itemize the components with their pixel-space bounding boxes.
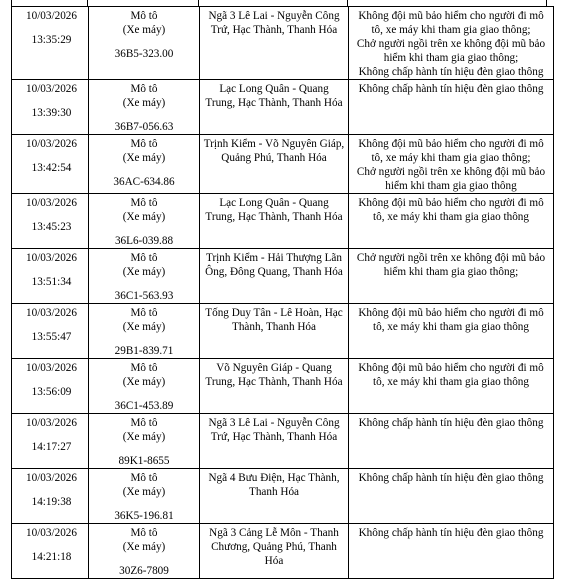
location-line: Ngã 4 Bưu Điện, Hạc Thành, (208, 472, 340, 484)
location-cell (200, 135, 349, 194)
location-cell (200, 304, 349, 359)
vehicle-type: Mô tô (130, 362, 158, 374)
location-line: Ngã 3 Lê Lai - Nguyễn Công (208, 10, 340, 22)
vehicle-type: Mô tô (130, 527, 158, 539)
violation-time: 14:21:18 (31, 551, 72, 563)
location-line: Trứ, Hạc Thành, Thanh Hóa (210, 431, 338, 443)
vehicle-cell (89, 524, 200, 579)
location-line: Chương, Quảng Phú, Thanh (211, 541, 337, 553)
location-cell (200, 80, 349, 135)
license-plate: 36L6-039.88 (114, 235, 174, 247)
vehicle-cell (89, 469, 200, 524)
violation-line: hiểm khi tham gia giao thông; (383, 266, 519, 278)
location-line: Trung, Hạc Thành, Thanh Hóa (205, 376, 343, 388)
vehicle-cell (89, 414, 200, 469)
location-cell (200, 414, 349, 469)
table-row (12, 80, 554, 135)
table-row (12, 135, 554, 194)
violation-line: tô, xe máy khi tham gia giao thông; (371, 152, 531, 164)
location-line: Tống Duy Tân - Lê Hoàn, Hạc (205, 307, 343, 319)
vehicle-type: Mô tô (130, 307, 158, 319)
location-line: Lạc Long Quân - Quang (219, 83, 329, 95)
violation-line: Không chấp hành tín hiệu đèn giao thông (358, 66, 544, 78)
violation-line: Không đội mũ bảo hiểm cho người đi mô (358, 307, 544, 319)
violation-line: hiểm khi tham gia giao thông; (383, 52, 519, 64)
violation-line: tô, xe máy khi tham gia giao thông (373, 211, 529, 223)
license-plate: 29B1-839.71 (114, 345, 174, 357)
vehicle-subtype: (Xe máy) (122, 266, 166, 278)
violation-line: Không chấp hành tín hiệu đèn giao thông (358, 417, 544, 429)
violation-date: 10/03/2026 (26, 362, 77, 374)
violation-line: Không đội mũ bảo hiểm cho người đi mô (358, 138, 544, 150)
violation-line: tô, xe máy khi tham gia giao thông; (371, 24, 531, 36)
vehicle-cell (89, 249, 200, 304)
vehicle-cell (89, 304, 200, 359)
violation-time: 14:17:27 (31, 441, 72, 453)
vehicle-subtype: (Xe máy) (122, 431, 166, 443)
license-plate: 89K1-8655 (118, 455, 170, 467)
location-line: Hóa (264, 555, 284, 567)
violation-date: 10/03/2026 (26, 307, 77, 319)
vehicle-cell (89, 7, 200, 80)
vehicle-cell (89, 194, 200, 249)
vehicle-type: Mô tô (130, 197, 158, 209)
violation-time: 13:35:29 (31, 34, 72, 46)
datetime-cell (12, 194, 89, 249)
violation-time: 13:42:54 (31, 162, 72, 174)
location-line: Trung, Hạc Thành, Thanh Hóa (205, 97, 343, 109)
violation-cell (349, 194, 554, 249)
violation-line: Chở người ngồi trên xe không đội mũ bảo (356, 166, 546, 178)
license-plate: 36K5-196.81 (114, 510, 174, 522)
violations-table (11, 6, 554, 579)
violation-line: tô, xe máy khi tham gia giao thông (373, 321, 529, 333)
violation-date: 10/03/2026 (26, 10, 77, 22)
location-line: Trịnh Kiểm - Hải Thượng Lãn (206, 252, 342, 264)
location-line: Thanh Hóa (248, 486, 300, 498)
violation-time: 13:56:09 (31, 386, 72, 398)
violation-time: 13:45:23 (31, 221, 72, 233)
location-line: Ngã 3 Lê Lai - Nguyễn Công (208, 417, 340, 429)
vehicle-subtype: (Xe máy) (122, 321, 166, 333)
violation-cell (349, 249, 554, 304)
violation-line: Chở người ngồi trên xe không đội mũ bảo (356, 252, 546, 264)
location-cell (200, 359, 349, 414)
violation-line: hiểm khi tham gia giao thông (385, 180, 517, 192)
table-row (12, 249, 554, 304)
location-line: Trứ, Hạc Thành, Thanh Hóa (210, 24, 338, 36)
license-plate: 36C1-453.89 (114, 400, 174, 412)
datetime-cell (12, 80, 89, 135)
license-plate: 30Z6-7809 (119, 565, 169, 577)
datetime-cell (12, 7, 89, 80)
datetime-cell (12, 469, 89, 524)
license-plate: 36B7-056.63 (114, 121, 174, 133)
vehicle-type: Mô tô (130, 417, 158, 429)
location-cell (200, 524, 349, 579)
violation-date: 10/03/2026 (26, 138, 77, 150)
violation-cell (349, 304, 554, 359)
location-cell (200, 194, 349, 249)
vehicle-type: Mô tô (130, 252, 158, 264)
license-plate: 36C1-563.93 (114, 290, 174, 302)
violations-table-body (12, 7, 554, 579)
violation-line: Chở người ngồi trên xe không đội mũ bảo (356, 38, 546, 50)
vehicle-subtype: (Xe máy) (122, 486, 166, 498)
license-plate: 36B5-323.00 (114, 48, 174, 60)
datetime-cell (12, 524, 89, 579)
vehicle-subtype: (Xe máy) (122, 211, 166, 223)
license-plate: 36AC-634.86 (113, 176, 175, 188)
vehicle-cell (89, 135, 200, 194)
vehicle-subtype: (Xe máy) (122, 376, 166, 388)
violation-line: Không chấp hành tín hiệu đèn giao thông (358, 527, 544, 539)
violation-line: Không đội mũ bảo hiểm cho người đi mô (358, 10, 544, 22)
table-row (12, 359, 554, 414)
datetime-cell (12, 304, 89, 359)
violation-date: 10/03/2026 (26, 83, 77, 95)
vehicle-subtype: (Xe máy) (122, 541, 166, 553)
location-line: Ngã 3 Cảng Lễ Môn - Thanh (209, 527, 339, 539)
location-line: Ông, Đông Quang, Thanh Hóa (205, 266, 343, 278)
violation-date: 10/03/2026 (26, 417, 77, 429)
violation-cell (349, 359, 554, 414)
violation-cell (349, 80, 554, 135)
vehicle-cell (89, 359, 200, 414)
violation-time: 13:39:30 (31, 107, 72, 119)
table-row (12, 414, 554, 469)
violation-cell (349, 7, 554, 80)
violation-cell (349, 414, 554, 469)
violation-line: Không đội mũ bảo hiểm cho người đi mô (358, 362, 544, 374)
location-line: Võ Nguyên Giáp - Quang (216, 362, 332, 374)
vehicle-type: Mô tô (130, 138, 158, 150)
vehicle-type: Mô tô (130, 83, 158, 95)
location-line: Trung, Hạc Thành, Thanh Hóa (205, 211, 343, 223)
violation-cell (349, 469, 554, 524)
table-row (12, 304, 554, 359)
datetime-cell (12, 135, 89, 194)
violation-cell (349, 524, 554, 579)
vehicle-type: Mô tô (130, 10, 158, 22)
location-cell (200, 7, 349, 80)
location-line: Thành, Thanh Hóa (232, 321, 316, 333)
violation-time: 13:51:34 (31, 276, 72, 288)
location-line: Lạc Long Quân - Quang (219, 197, 329, 209)
violation-time: 13:55:47 (31, 331, 72, 343)
datetime-cell (12, 414, 89, 469)
location-line: Quảng Phú, Thanh Hóa (221, 152, 327, 164)
vehicle-subtype: (Xe máy) (122, 24, 166, 36)
datetime-cell (12, 359, 89, 414)
location-cell (200, 249, 349, 304)
datetime-cell (12, 249, 89, 304)
location-cell (200, 469, 349, 524)
table-row (12, 7, 554, 80)
table-row (12, 194, 554, 249)
violation-date: 10/03/2026 (26, 472, 77, 484)
vehicle-cell (89, 80, 200, 135)
violation-date: 10/03/2026 (26, 252, 77, 264)
violation-line: Không đội mũ bảo hiểm cho người đi mô (358, 197, 544, 209)
violation-date: 10/03/2026 (26, 527, 77, 539)
violation-time: 14:19:38 (31, 496, 72, 508)
violation-line: Không chấp hành tín hiệu đèn giao thông (358, 472, 544, 484)
vehicle-type: Mô tô (130, 472, 158, 484)
violation-date: 10/03/2026 (26, 197, 77, 209)
violation-line: Không chấp hành tín hiệu đèn giao thông (358, 83, 544, 95)
vehicle-subtype: (Xe máy) (122, 152, 166, 164)
vehicle-subtype: (Xe máy) (122, 97, 166, 109)
table-row (12, 524, 554, 579)
violation-line: tô, xe máy khi tham gia giao thông (373, 376, 529, 388)
violation-cell (349, 135, 554, 194)
table-row (12, 469, 554, 524)
location-line: Trịnh Kiểm - Võ Nguyên Giáp, (203, 138, 345, 150)
